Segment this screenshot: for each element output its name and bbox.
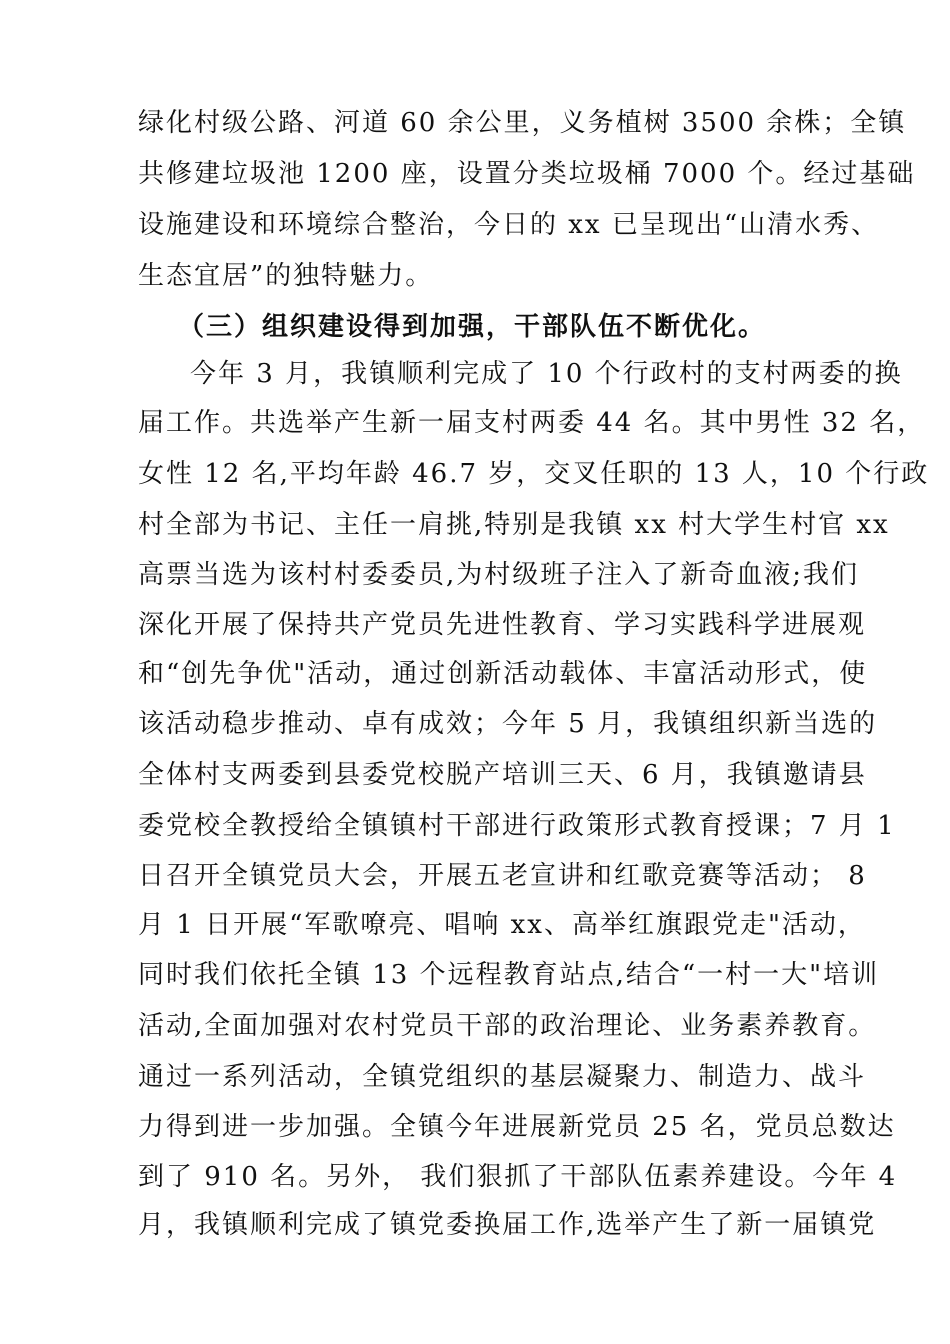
text-line: 日召开全镇党员大会，开展五老宣讲和红歌竞赛等活动； 8: [138, 861, 867, 891]
text-line: 力得到进一步加强。全镇今年进展新党员 25 名，党员总数达: [138, 1112, 896, 1142]
text-line: 设施建设和环境综合整治，今日的 xx 已呈现出“山清水秀、: [138, 210, 880, 240]
paragraph-first-line: 今年 3 月，我镇顺利完成了 10 个行政村的支村两委的换: [190, 359, 903, 389]
text-line: 和“创先争优"活动，通过创新活动载体、丰富活动形式，使: [138, 659, 868, 689]
text-line: 全体村支两委到县委党校脱产培训三天、6 月，我镇邀请县: [138, 760, 867, 790]
text-line: 委党校全教授给全镇镇村干部进行政策形式教育授课；7 月 1: [138, 811, 896, 841]
text-line: 共修建垃圾池 1200 座，设置分类垃圾桶 7000 个。经过基础: [138, 159, 916, 189]
text-line: 村全部为书记、主任一肩挑,特别是我镇 xx 村大学生村官 xx: [138, 510, 890, 540]
text-line: 生态宜居”的独特魅力。: [138, 261, 434, 291]
text-line: 到了 910 名。另外， 我们狠抓了干部队伍素养建设。今年 4: [138, 1162, 898, 1192]
text-line: 深化开展了保持共产党员先进性教育、学习实践科学进展观: [138, 610, 867, 640]
text-line: 绿化村级公路、河道 60 余公里，义务植树 3500 余株；全镇: [138, 108, 907, 138]
text-line: 活动,全面加强对农村党员干部的政治理论、业务素养教育。: [138, 1011, 877, 1041]
text-line: 月，我镇顺利完成了镇党委换届工作,选举产生了新一届镇党: [138, 1210, 877, 1240]
text-line: 届工作。共选举产生新一届支村两委 44 名。其中男性 32 名，: [138, 408, 926, 438]
text-line: 女性 12 名,平均年龄 46.7 岁，交叉任职的 13 人，10 个行政: [138, 459, 930, 489]
text-line: 同时我们依托全镇 13 个远程教育站点,结合“一村一大"培训: [138, 960, 880, 990]
text-line: 该活动稳步推动、卓有成效；今年 5 月，我镇组织新当选的: [138, 709, 878, 739]
text-line: 高票当选为该村村委委员,为村级班子注入了新奇血液;我们: [138, 560, 860, 590]
text-line: 月 1 日开展“军歌嘹亮、唱响 xx、高举红旗跟党走"活动，: [138, 910, 866, 940]
text-line: 通过一系列活动，全镇党组织的基层凝聚力、制造力、战斗: [138, 1062, 867, 1092]
section-heading: （三）组织建设得到加强，干部队伍不断优化。: [178, 312, 767, 342]
